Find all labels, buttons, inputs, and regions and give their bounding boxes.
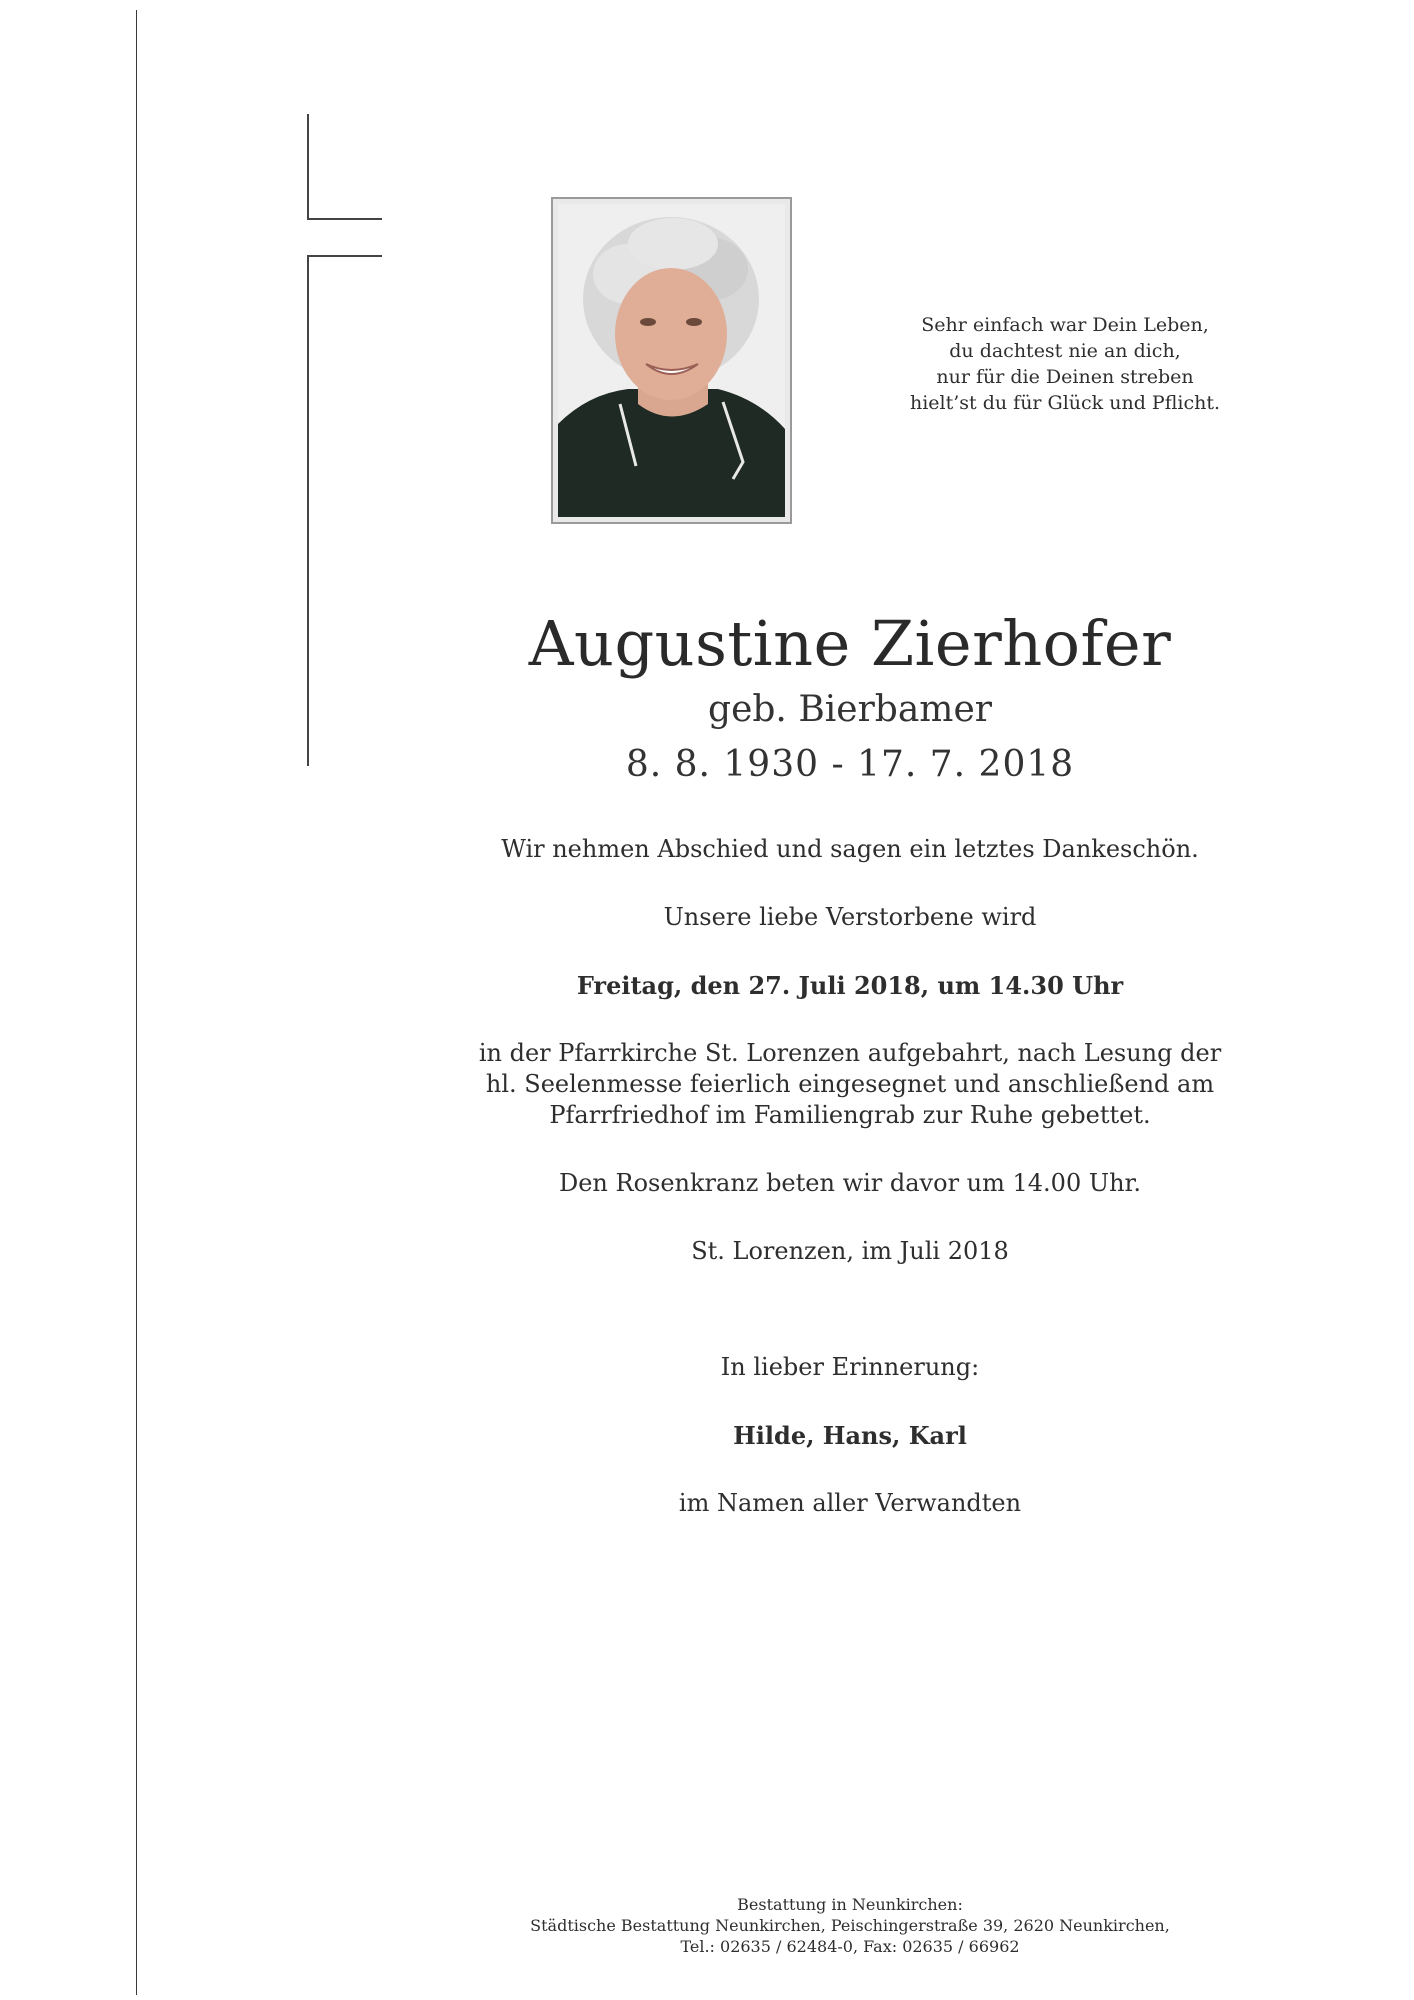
portrait-illustration [558, 204, 785, 517]
footer-line: Tel.: 02635 / 62484-0, Fax: 02635 / 66962 [680, 1937, 1020, 1956]
page-edge-line [136, 10, 137, 1995]
poem-line: du dachtest nie an dich, [949, 340, 1181, 362]
poem-line: nur für die Deinen streben [936, 366, 1194, 388]
cross-symbol [307, 114, 382, 766]
birth-name: geb. Bierbamer [708, 689, 992, 730]
poem-line: Sehr einfach war Dein Leben, [921, 314, 1209, 336]
funeral-date: Freitag, den 27. Juli 2018, um 14.30 Uhr [576, 971, 1124, 1000]
cross-lower-horizontal [307, 255, 382, 257]
family-names: Hilde, Hans, Karl [733, 1421, 967, 1450]
poem-line: hielt’st du für Glück und Pflicht. [909, 392, 1220, 414]
footer-line: Städtische Bestattung Neunkirchen, Peischingerstraße 39, 2620 Neunkirchen, [530, 1916, 1170, 1935]
cross-upper-vertical [307, 114, 309, 218]
portrait-frame [551, 197, 792, 524]
footer-line: Bestattung in Neunkirchen: [737, 1895, 963, 1914]
farewell-text: Wir nehmen Abschied und sagen ein letztes Dankeschön. [501, 835, 1199, 863]
relatives-text: im Namen aller Verwandten [678, 1489, 1022, 1517]
deceased-name: Augustine Zierhofer [528, 607, 1172, 680]
ceremony-text [430, 1038, 1270, 1131]
place-date: St. Lorenzen, im Juli 2018 [691, 1237, 1009, 1265]
poem [900, 312, 1230, 416]
life-dates: 8. 8. 1930 - 17. 7. 2018 [625, 744, 1075, 785]
funeral-home-footer [430, 1894, 1270, 1957]
portrait-photo [558, 204, 785, 517]
cross-upper-horizontal [307, 218, 382, 220]
ceremony-line: in der Pfarrkirche St. Lorenzen aufgebahrt, nach Lesung der [478, 1039, 1222, 1067]
rosary-text: Den Rosenkranz beten wir davor um 14.00 Uhr. [558, 1169, 1141, 1197]
cross-lower-vertical [307, 255, 309, 766]
announce-text: Unsere liebe Verstorbene wird [663, 903, 1037, 931]
ceremony-line: hl. Seelenmesse feierlich eingesegnet und anschließend am [485, 1070, 1215, 1098]
ceremony-line: Pfarrfriedhof im Familiengrab zur Ruhe gebettet. [549, 1101, 1151, 1129]
memory-text: In lieber Erinnerung: [720, 1353, 980, 1381]
